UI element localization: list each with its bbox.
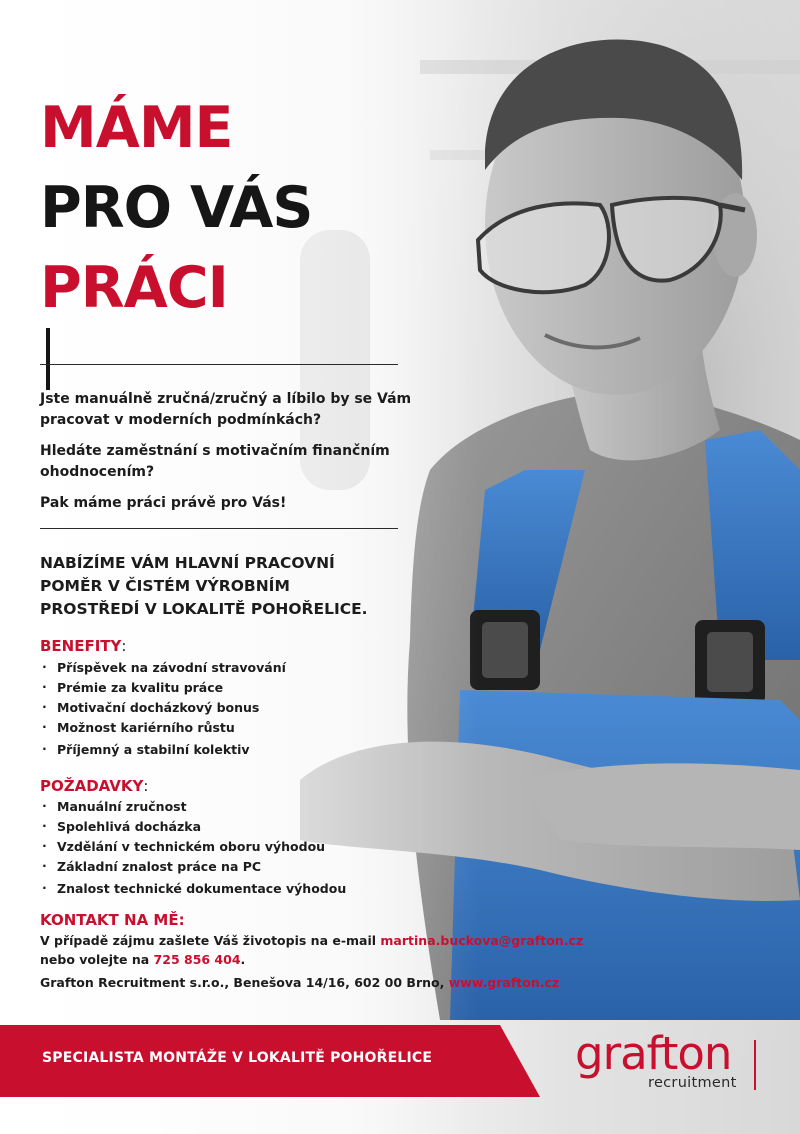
list-item: · Možnost kariérního růstu <box>40 718 286 738</box>
requirements-heading: POŽADAVKY: <box>40 777 149 795</box>
intro-question-1 <box>40 389 420 431</box>
list-item: · Prémie za kvalitu práce <box>40 678 286 698</box>
intro-question-1-line-1: Jste manuálně zručná/zručný a líbilo by se Vám <box>40 391 412 407</box>
benefits-list <box>40 658 286 760</box>
offer-line-2: POMĚR V ČISTÉM VÝROBNÍM <box>40 577 290 595</box>
contact-line-2-suffix: . <box>240 952 246 967</box>
headline-cursor-bar <box>46 328 50 390</box>
headline-line-3-text: PRÁCI <box>40 255 228 321</box>
headline-line-1: MÁME <box>40 95 233 161</box>
list-item: · Základní znalost práce na PC <box>40 857 346 877</box>
list-item: · Manuální zručnost <box>40 797 346 817</box>
benefits-heading: BENEFITY: <box>40 637 127 655</box>
company-address-text: Grafton Recruitment s.r.o., Benešova 14/16, 602 00 Brno, <box>40 975 449 990</box>
benefits-heading-text: BENEFITY <box>40 637 122 655</box>
headline-line-2: PRO VÁS <box>40 175 313 241</box>
requirements-heading-text: POŽADAVKY <box>40 777 144 795</box>
contact-email-link[interactable]: martina.buckova@grafton.cz <box>380 933 584 948</box>
requirements-list <box>40 797 346 899</box>
contact-line-2-text: nebo volejte na <box>40 952 154 967</box>
list-item: · Motivační docházkový bonus <box>40 698 286 718</box>
contact-line-1-text: V případě zájmu zašlete Váš životopis na e-mail <box>40 933 381 948</box>
contact-line-1 <box>40 931 600 950</box>
offer-heading <box>40 552 400 621</box>
contact-line-2 <box>40 950 600 969</box>
offer-line-3: PROSTŘEDÍ V LOKALITĚ POHOŘELICE. <box>40 600 368 618</box>
intro-question-2 <box>40 441 420 483</box>
list-item: · Spolehlivá docházka <box>40 817 346 837</box>
website-link[interactable]: www.grafton.cz <box>448 975 560 990</box>
contact-phone[interactable]: 725 856 404 <box>153 952 241 967</box>
headline-line-3 <box>40 248 312 390</box>
list-item: · Znalost technické dokumentace výhodou <box>40 879 346 899</box>
offer-line-1: NABÍZÍME VÁM HLAVNÍ PRACOVNÍ <box>40 554 335 572</box>
grafton-logo-subtitle: recruitment <box>648 1075 737 1091</box>
intro-closing: Pak máme práci právě pro Vás! <box>40 495 287 511</box>
contact-body <box>40 931 600 969</box>
intro-question-2-line-1: Hledáte zaměstnání s motivačním finančním <box>40 443 390 459</box>
list-item: · Příjemný a stabilní kolektiv <box>40 740 286 760</box>
divider-top <box>40 364 398 365</box>
intro-question-1-line-2: pracovat v moderních podmínkách? <box>40 412 322 428</box>
company-address <box>40 973 559 992</box>
list-item: · Vzdělání v technickém oboru výhodou <box>40 837 346 857</box>
intro-text <box>40 389 420 524</box>
contact-heading: KONTAKT NA MĚ: <box>40 911 185 929</box>
list-item: · Příspěvek na závodní stravování <box>40 658 286 678</box>
intro-question-2-line-2: ohodnocením? <box>40 464 155 480</box>
headline <box>40 88 312 390</box>
divider-middle <box>40 528 398 529</box>
grafton-logo-bar <box>754 1040 756 1090</box>
position-banner-text: SPECIALISTA MONTÁŽE V LOKALITĚ POHOŘELICE <box>42 1050 433 1066</box>
grafton-logo-word: grafton <box>575 1027 732 1080</box>
